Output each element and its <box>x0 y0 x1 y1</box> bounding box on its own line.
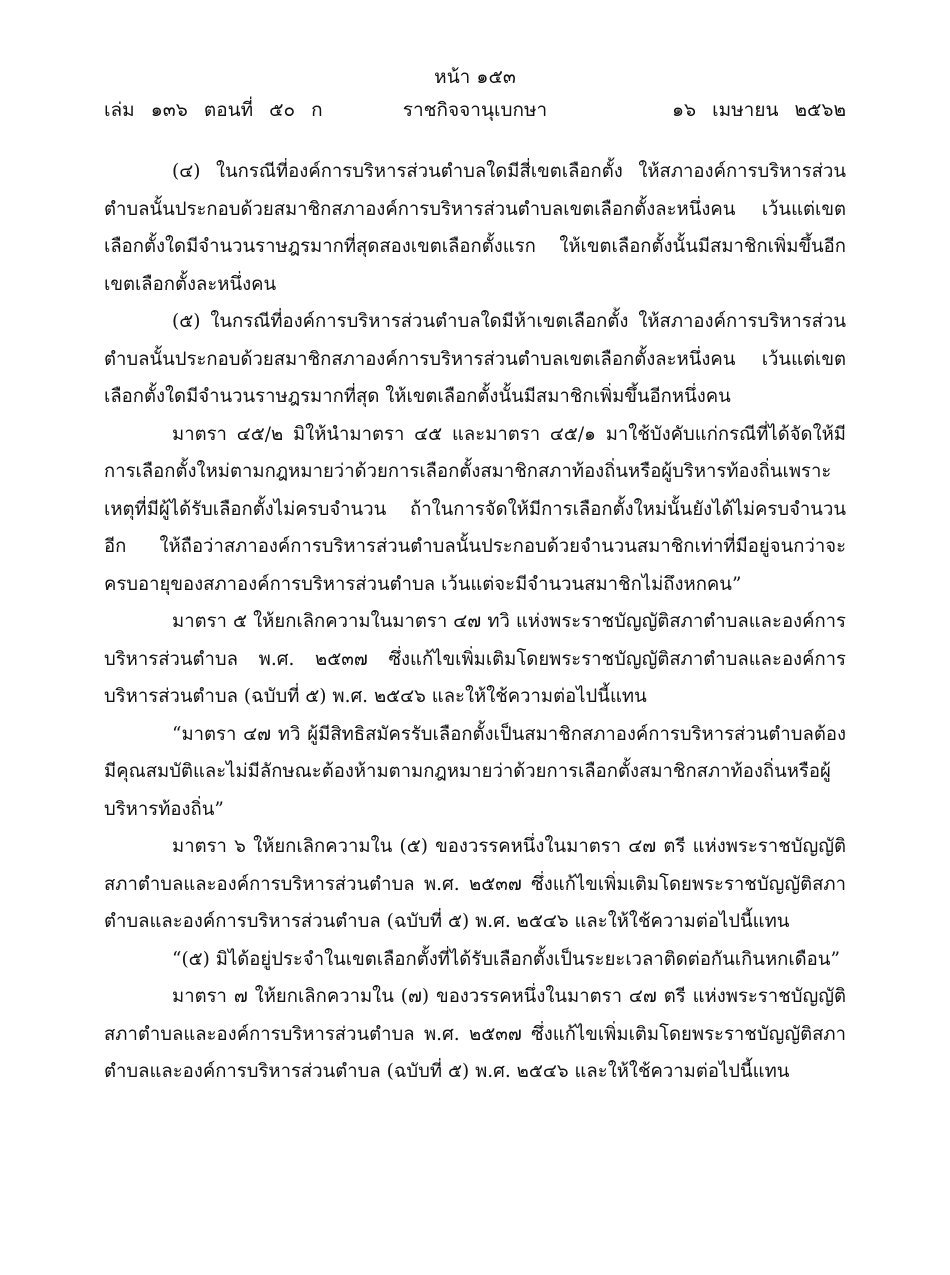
document-body <box>104 153 846 1091</box>
paragraph-section-5: มาตรา ๕ ให้ยกเลิกความในมาตรา ๔๗ ทวิ แห่งพระราชบัญญัติสภาตำบลและองค์การบริหารส่วนตำบล พ.ศ. ๒๕๓๗ ซึ่งแก้ไขเพิ่มเติมโดยพระราชบัญญัติสภาตำบลและองค์การบริหารส่วนตำบล (ฉบับที่ ๕) พ.ศ. ๒๕๔๖ และให้ใช้ความต่อไปนี้แทน <box>104 611 846 707</box>
paragraph-section-6: มาตรา ๖ ให้ยกเลิกความใน (๕) ของวรรคหนึ่งในมาตรา ๔๗ ตรี แห่งพระราชบัญญัติสภาตำบลและองค์การบริหารส่วนตำบล พ.ศ. ๒๕๓๗ ซึ่งแก้ไขเพิ่มเติมโดยพระราชบัญญัติสภาตำบลและองค์การบริหารส่วนตำบล (ฉบับที่ ๕) พ.ศ. ๒๕๔๖ และให้ใช้ความต่อไปนี้แทน <box>104 836 846 932</box>
gazette-title: ราชกิจจานุเบกษา <box>402 99 548 121</box>
paragraph-clause-5: (๕) ในกรณีที่องค์การบริหารส่วนตำบลใดมีห้าเขตเลือกตั้ง ให้สภาองค์การบริหารส่วนตำบลนั้นประกอบด้วยสมาชิกสภาองค์การบริหารส่วนตำบลเขตเลือกตั้งละหนึ่งคน เว้นแต่เขตเลือกตั้งใดมีจำนวนราษฎรมากที่สุด ให้เขตเลือกตั้งนั้นมีสมาชิกเพิ่มขึ้นอีกหนึ่งคน <box>104 311 846 407</box>
paragraph-clause-5-residency: “(๕) มิได้อยู่ประจำในเขตเลือกตั้งที่ได้รับเลือกตั้งเป็นระยะเวลาติดต่อกันเกินหกเดือน” <box>172 948 840 970</box>
paragraph-section-47-bis: “มาตรา ๔๗ ทวิ ผู้มีสิทธิสมัครรับเลือกตั้งเป็นสมาชิกสภาองค์การบริหารส่วนตำบลต้องมีคุณสมบัติและไม่มีลักษณะต้องห้ามตามกฎหมายว่าด้วยการเลือกตั้งสมาชิกสภาท้องถิ่นหรือผู้บริหารท้องถิ่น” <box>104 723 846 820</box>
publication-date: ๑๖ เมษายน ๒๕๖๒ <box>671 99 846 121</box>
paragraph-section-45-2: มาตรา ๔๕/๒ มิให้นำมาตรา ๔๕ และมาตรา ๔๕/๑ มาใช้บังคับแก่กรณีที่ได้จัดให้มีการเลือกตั้งใหม่ตามกฎหมายว่าด้วยการเลือกตั้งสมาชิกสภาท้องถิ่นหรือผู้บริหารท้องถิ่นเพราะเหตุที่มีผู้ได้รับเลือกตั้งไม่ครบจำนวน ถ้าในการจัดให้มีการเลือกตั้งใหม่นั้นยังได้ไม่ครบจำนวนอีก ให้ถือว่าสภาองค์การบริหารส่วนตำบลนั้นประกอบด้วยจำนวนสมาชิกเท่าที่มีอยู่จนกว่าจะครบอายุของสภาองค์การบริหารส่วนตำบล เว้นแต่จะมีจำนวนสมาชิกไม่ถึงหกคน” <box>104 423 846 595</box>
page-number: หน้า ๑๕๓ <box>434 66 516 88</box>
volume-issue: เล่ม ๑๓๖ ตอนที่ ๕๐ ก <box>104 99 323 121</box>
paragraph-section-7: มาตรา ๗ ให้ยกเลิกความใน (๗) ของวรรคหนึ่งในมาตรา ๔๗ ตรี แห่งพระราชบัญญัติสภาตำบลและองค์การบริหารส่วนตำบล พ.ศ. ๒๕๓๗ ซึ่งแก้ไขเพิ่มเติมโดยพระราชบัญญัติสภาตำบลและองค์การบริหารส่วนตำบล (ฉบับที่ ๕) พ.ศ. ๒๕๔๖ และให้ใช้ความต่อไปนี้แทน <box>104 986 846 1082</box>
gazette-header <box>104 95 846 125</box>
paragraph-clause-4: (๔) ในกรณีที่องค์การบริหารส่วนตำบลใดมีสี่เขตเลือกตั้ง ให้สภาองค์การบริหารส่วนตำบลนั้นประกอบด้วยสมาชิกสภาองค์การบริหารส่วนตำบลเขตเลือกตั้งละหนึ่งคน เว้นแต่เขตเลือกตั้งใดมีจำนวนราษฎรมากที่สุดสองเขตเลือกตั้งแรก ให้เขตเลือกตั้งนั้นมีสมาชิกเพิ่มขึ้นอีกเขตเลือกตั้งละหนึ่งคน <box>104 161 846 295</box>
